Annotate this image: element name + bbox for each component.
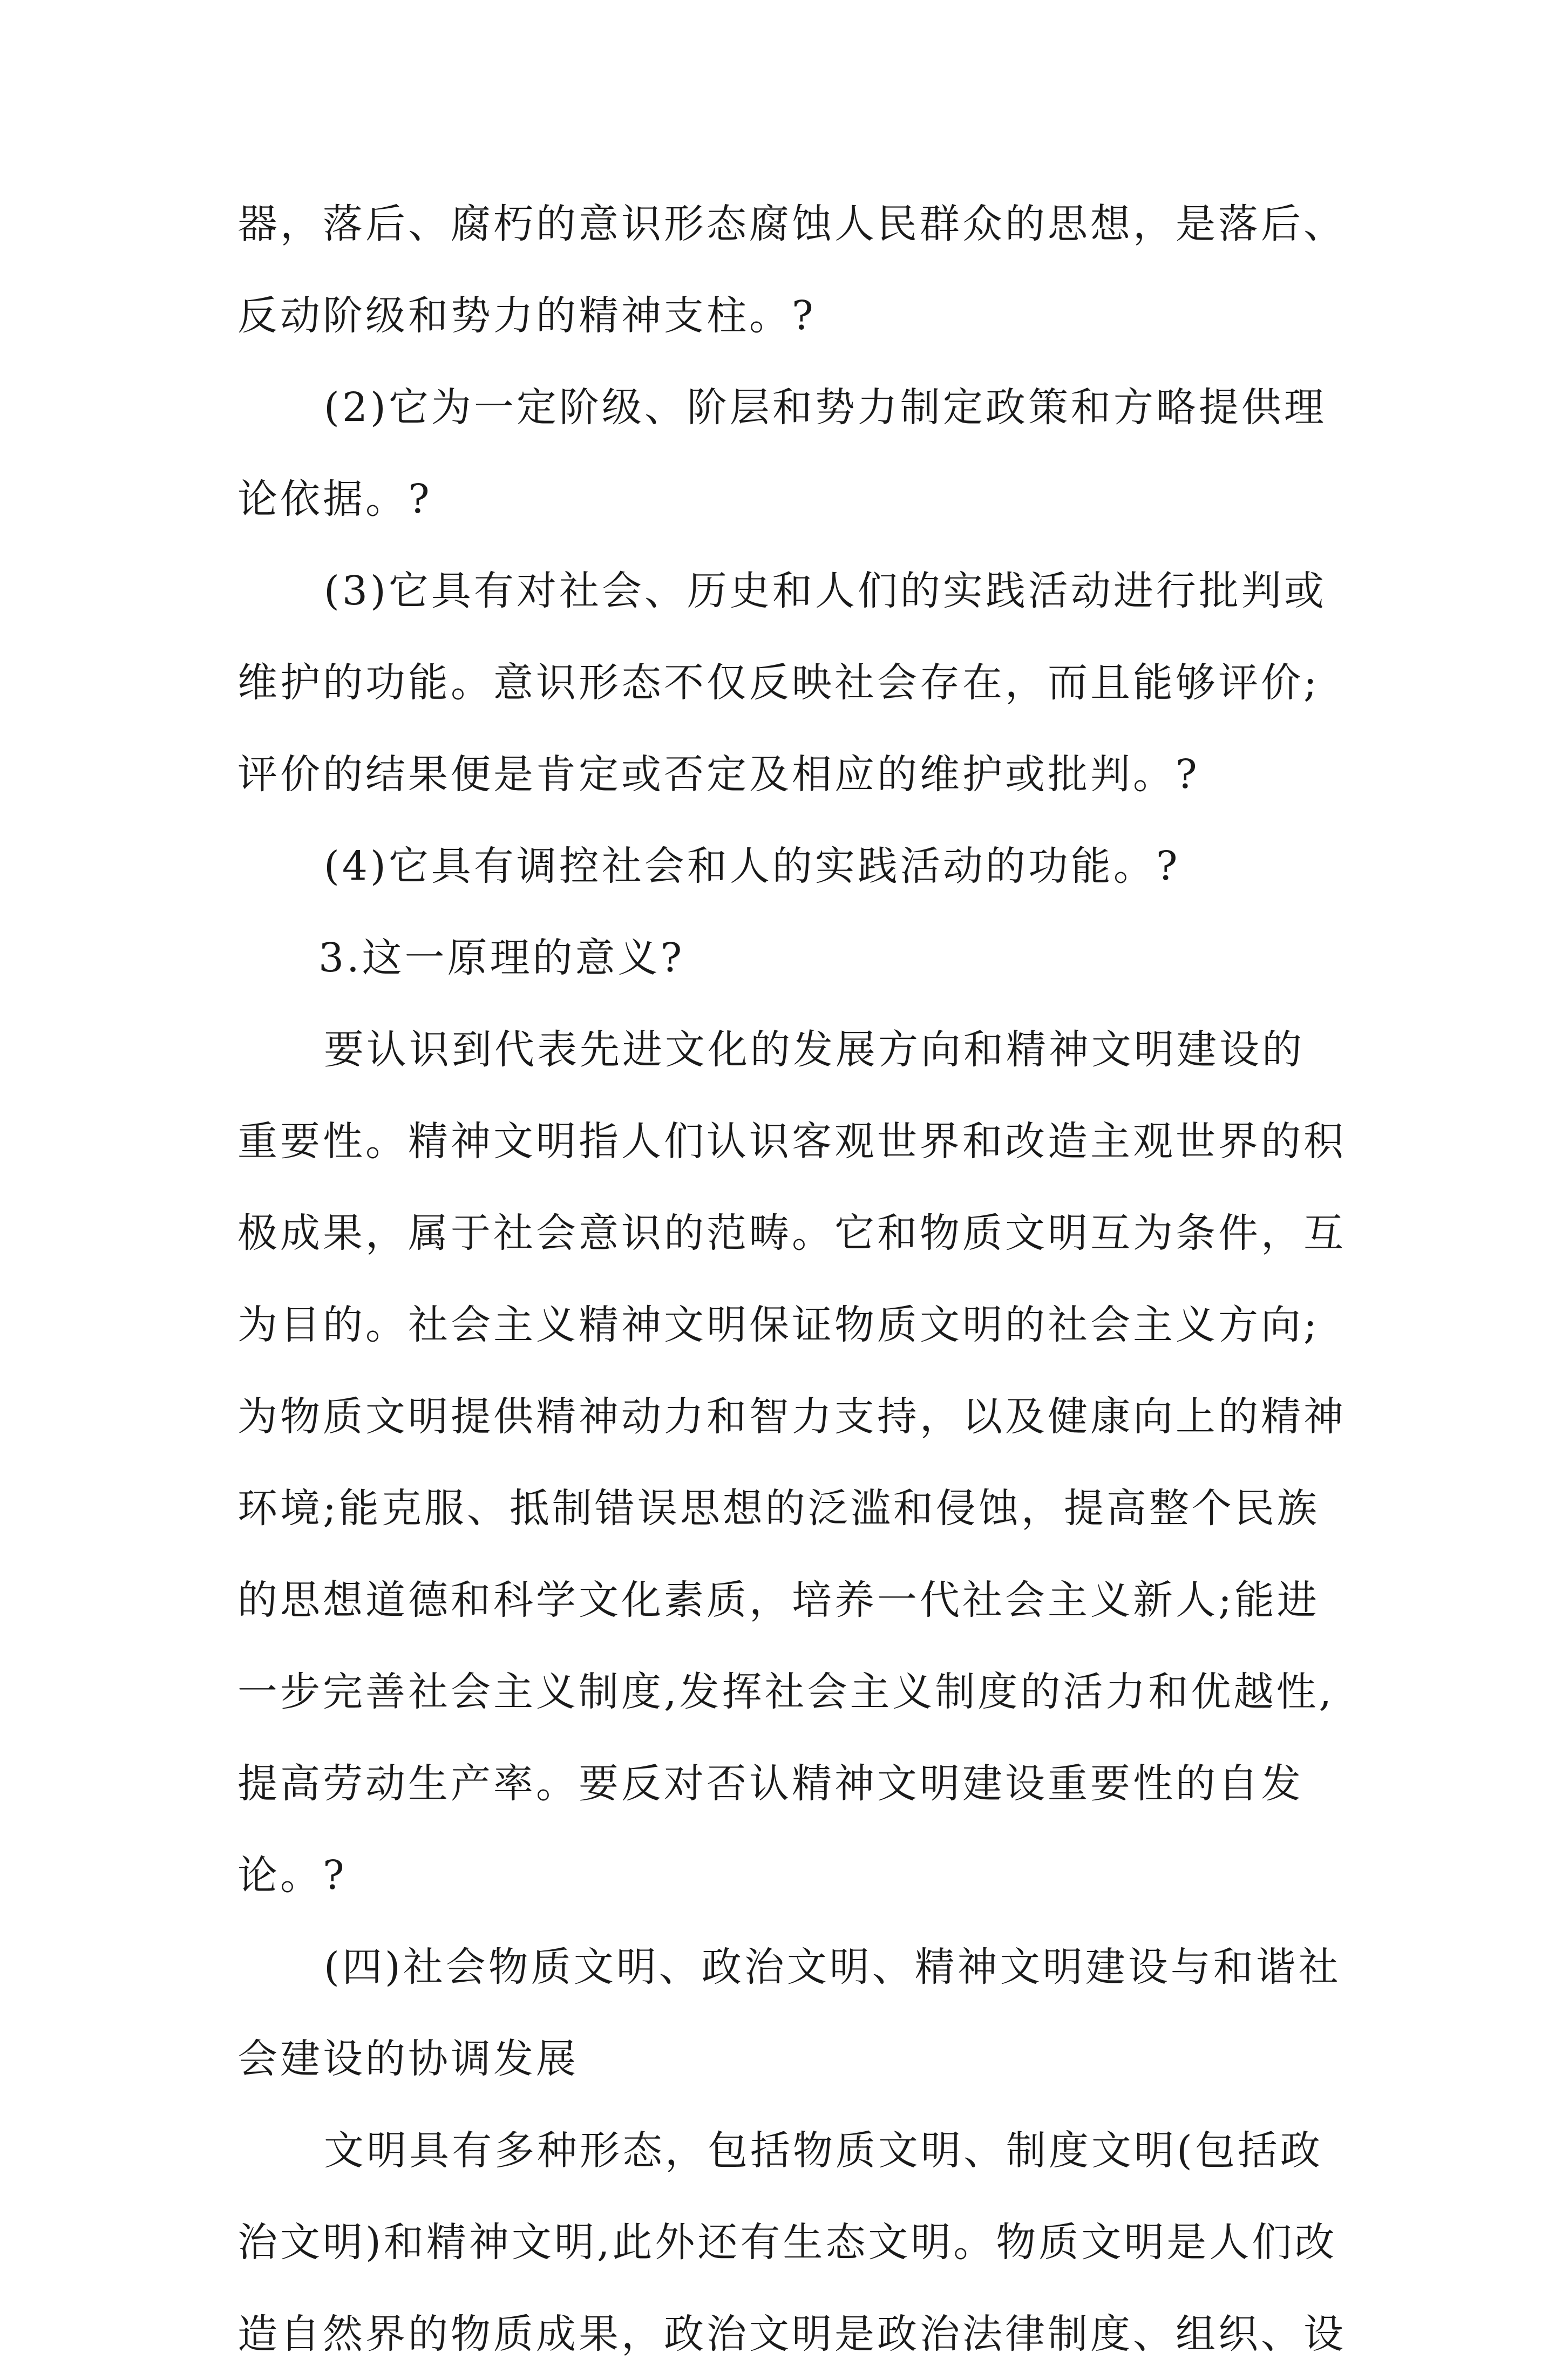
text-line: 为目的。社会主义精神文明保证物质文明的社会主义方向; <box>237 1302 1320 1348</box>
text-line: 反动阶级和势力的精神支柱。? <box>237 293 816 339</box>
text-line: 要认识到代表先进文化的发展方向和精神文明建设的 <box>324 1026 1305 1073</box>
text-line: (4)它具有调控社会和人的实践活动的功能。? <box>324 843 1180 889</box>
section-heading: 3.这一原理的意义? <box>318 935 685 981</box>
text-line: 提高劳动生产率。要反对否认精神文明建设重要性的自发 <box>237 1760 1303 1807</box>
text-line: 治文明)和精神文明,此外还有生态文明。物质文明是人们改 <box>237 2219 1337 2266</box>
text-line: (3)它具有对社会、历史和人们的实践活动进行批判或 <box>324 568 1327 614</box>
section-heading: (四)社会物质文明、政治文明、精神文明建设与和谐社 <box>324 1944 1341 1990</box>
text-line: 造自然界的物质成果，政治文明是政治法律制度、组织、设 <box>237 2311 1346 2357</box>
text-line: 极成果，属于社会意识的范畴。它和物质文明互为条件，互 <box>237 1210 1346 1256</box>
text-line: (2)它为一定阶级、阶层和势力制定政策和方略提供理 <box>324 384 1327 431</box>
text-line: 重要性。精神文明指人们认识客观世界和改造主观世界的积 <box>237 1118 1346 1165</box>
text-line: 为物质文明提供精神动力和智力支持，以及健康向上的精神 <box>237 1393 1346 1440</box>
text-line: 评价的结果便是肯定或否定及相应的维护或批判。? <box>237 751 1200 798</box>
text-line: 一步完善社会主义制度,发挥社会主义制度的活力和优越性, <box>237 1669 1335 1715</box>
text-line: 的思想道德和科学文化素质，培养一代社会主义新人;能进 <box>237 1577 1320 1623</box>
text-line: 维护的功能。意识形态不仅反映社会存在，而且能够评价; <box>237 659 1320 706</box>
body-text <box>237 178 1349 2380</box>
text-line: 器，落后、腐朽的意识形态腐蚀人民群众的思想，是落后、 <box>237 201 1346 247</box>
text-line: 论依据。? <box>237 476 432 522</box>
text-line: 论。? <box>237 1852 347 1899</box>
text-line: 环境;能克服、抵制错误思想的泛滥和侵蚀，提高整个民族 <box>237 1485 1320 1532</box>
section-heading: 会建设的协调发展 <box>237 2036 579 2082</box>
text-line: 文明具有多种形态，包括物质文明、制度文明(包括政 <box>324 2127 1323 2174</box>
